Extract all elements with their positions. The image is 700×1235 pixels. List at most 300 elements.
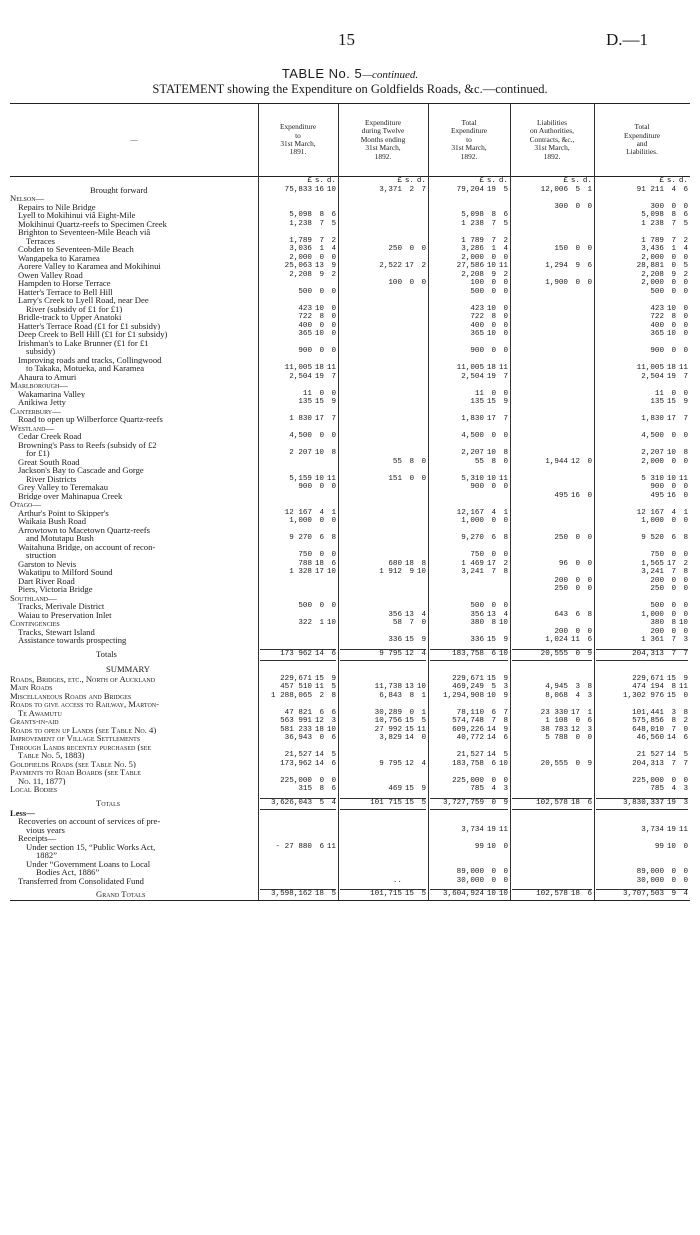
amount-cell [511, 585, 592, 594]
amount-pence: 5 [331, 683, 336, 691]
amount-cell [511, 760, 592, 769]
amount-cell [429, 432, 508, 441]
amount-pence: 0 [503, 868, 508, 876]
amount-pence: 8 [587, 683, 592, 691]
amount-pounds: 101 715 [370, 798, 402, 807]
row-label: SUMMARY [106, 663, 150, 674]
amount-pounds: 3,371 [379, 185, 402, 194]
amount-shillings: 10 [666, 304, 676, 313]
row-label: Goldfields Roads (see Table No. 5) [10, 759, 136, 768]
amount-pence: 4 [683, 245, 688, 253]
amount-shillings: 0 [491, 602, 496, 610]
amount-cell [259, 509, 336, 518]
amount-shillings: 0 [671, 347, 676, 355]
amount-shillings: 0 [671, 576, 676, 585]
amount-cell [595, 619, 688, 628]
amount-cell [259, 889, 336, 900]
amount-cell [429, 475, 508, 484]
amount-shillings: 8 [671, 313, 676, 321]
table-row [10, 577, 690, 586]
amount-pence: 11 [498, 825, 508, 834]
amount-shillings: s. [314, 177, 324, 185]
amount-cell [339, 709, 426, 718]
amount-shillings: 7 [491, 219, 496, 228]
amount-pounds: 643 [554, 610, 568, 619]
amount-shillings: 0 [671, 627, 676, 636]
table-row [10, 220, 690, 229]
amount-pounds: 574,748 [452, 717, 484, 725]
amount-pence: 8 [683, 708, 688, 717]
amount-pence: 0 [421, 245, 426, 253]
amount-pence: 9 [331, 398, 336, 406]
amount-cell [259, 390, 336, 399]
amount-pounds: 250 [650, 585, 664, 593]
amount-pence: 0 [683, 202, 688, 211]
table-row [10, 889, 690, 900]
amount-pounds: 500 [298, 602, 312, 610]
amount-pounds: 135 [470, 398, 484, 406]
amount-pence: 7 [683, 649, 688, 658]
amount-cell [429, 798, 508, 809]
amount-cell [339, 475, 426, 484]
amount-shillings [402, 877, 414, 886]
table-row [10, 768, 690, 777]
amount-shillings: 4 [671, 785, 676, 793]
amount-pounds: 2,208 [289, 270, 312, 279]
amount-shillings: 15 [314, 674, 324, 683]
amount-shillings: 0 [671, 602, 676, 610]
amount-shillings: 15 [314, 398, 324, 406]
amount-pence: 0 [331, 347, 336, 355]
amount-shillings: 0 [319, 389, 324, 398]
row-label: Great South Road [18, 457, 80, 466]
amount-cell [259, 449, 336, 458]
amount-pence: 0 [683, 876, 688, 885]
amount-shillings: 4 [671, 185, 676, 194]
amount-cell [429, 415, 508, 424]
table-row [10, 330, 690, 339]
amount-pence: 6 [683, 185, 688, 194]
amount-pounds: 9 795 [379, 759, 402, 768]
row-label: Repairs to Nile Bridge [18, 202, 96, 211]
amount-pounds: 365 [298, 330, 312, 338]
amount-pounds: 3,626,043 [270, 798, 312, 807]
amount-cell [511, 279, 592, 288]
amount-cell [429, 649, 508, 660]
amount-shillings: 14 [314, 759, 324, 768]
amount-shillings: 0 [671, 876, 676, 885]
amount-cell [429, 877, 508, 886]
amount-pence: 6 [331, 559, 336, 568]
row-label: Less— [10, 808, 35, 817]
amount-cell [595, 458, 688, 467]
amount-pence: 6 [683, 211, 688, 219]
amount-pounds: 380 [650, 619, 664, 627]
amount-shillings: 5 [575, 185, 580, 194]
amount-pence: 7 [683, 372, 688, 381]
amount-pence: 6 [331, 649, 336, 658]
amount-pence: 6 [587, 262, 592, 270]
amount-cell [595, 628, 688, 637]
amount-cell [339, 798, 426, 809]
amount-pence: 0 [587, 627, 592, 636]
amount-pence: 9 [683, 674, 688, 683]
amount-shillings: 10 [666, 330, 676, 338]
table-row [10, 700, 690, 709]
amount-cell [259, 322, 336, 331]
amount-pence: 6 [683, 734, 688, 742]
amount-pence: 11 [416, 725, 426, 734]
row-label: Brought forward [90, 185, 148, 194]
row-label: Nelson— [10, 194, 45, 203]
amount-pounds: 1,565 [641, 559, 664, 568]
amount-pence: 0 [503, 457, 508, 466]
amount-pence: 7 [331, 372, 336, 381]
table-row [10, 785, 690, 794]
amount-shillings: 0 [491, 389, 496, 398]
amount-cell [511, 560, 592, 569]
amount-cell [595, 798, 688, 809]
row-label: Waikaia Bush Road [18, 517, 87, 526]
amount-pounds: 5 310 [641, 474, 664, 483]
amount-pence: 8 [503, 449, 508, 457]
amount-cell [595, 415, 688, 424]
amount-cell [259, 798, 336, 809]
amount-pence: 10 [498, 890, 508, 898]
amount-pounds: 12 167 [284, 508, 312, 517]
amount-shillings: 0 [671, 432, 676, 440]
amount-shillings: 8 [671, 717, 676, 725]
amount-pounds: 200 [554, 627, 568, 636]
amount-shillings: 19 [666, 372, 676, 381]
amount-shillings: 0 [575, 627, 580, 636]
amount-cell [595, 534, 688, 543]
table-row [10, 364, 690, 373]
amount-shillings: 15 [666, 691, 676, 700]
amount-shillings: 8 [491, 457, 496, 466]
row-label: Assistance towards prospecting [18, 636, 127, 645]
amount-shillings: 8 [491, 619, 496, 627]
amount-shillings: 0 [319, 776, 324, 785]
amount-pounds: 900 [650, 347, 664, 355]
amount-shillings: 19 [314, 372, 324, 381]
amount-shillings: 16 [314, 185, 324, 194]
amount-pence: 11 [326, 842, 336, 851]
amount-pounds: 100 [388, 279, 402, 287]
amount-shillings: 10 [486, 262, 496, 270]
amount-cell [511, 186, 592, 195]
amount-cell [595, 432, 688, 441]
amount-pence: 0 [587, 559, 592, 568]
amount-cell [429, 760, 508, 769]
amount-cell [429, 305, 508, 314]
amount-cell [595, 734, 688, 743]
amount-pence: 6 [587, 798, 592, 807]
amount-shillings: s. [404, 177, 414, 185]
amount-pounds: 5 788 [545, 734, 568, 742]
row-label: Owen Valley Road [18, 270, 83, 279]
amount-pence: 4 [331, 245, 336, 253]
row-label: Grand Totals [96, 889, 146, 899]
amount-pounds: 5,098 [461, 211, 484, 219]
amount-pounds: 150 [554, 245, 568, 253]
amount-shillings: 10 [486, 691, 496, 700]
amount-cell [259, 186, 336, 195]
amount-cell [595, 692, 688, 701]
row-label: struction [26, 551, 57, 560]
row-label: Hatter's Terrace to Bell Hill [18, 287, 113, 296]
amount-pounds: 89,000 [456, 868, 484, 876]
amount-cell [595, 843, 688, 852]
amount-shillings: 7 [671, 568, 676, 576]
row-label: Wakatipu to Milford Sound [18, 568, 113, 577]
amount-shillings: 6 [319, 708, 324, 717]
amount-shillings: 16 [666, 491, 676, 500]
amount-shillings: 12 [314, 717, 324, 725]
amount-cell [429, 330, 508, 339]
table-row [10, 636, 690, 645]
amount-shillings: 0 [671, 610, 676, 619]
amount-pounds: 2,000 [641, 457, 664, 466]
amount-pounds: 722 [650, 313, 664, 321]
amount-pence: 5 [331, 890, 336, 898]
amount-shillings: 18 [314, 364, 324, 372]
amount-cell [511, 798, 592, 809]
amount-pounds: 40,772 [456, 734, 484, 742]
amount-cell [259, 568, 336, 577]
row-label: Grants-in-aid [10, 717, 59, 726]
amount-pence: 9 [587, 759, 592, 768]
amount-pounds: 3,241 [461, 568, 484, 576]
table-row [10, 717, 690, 726]
amount-cell [339, 649, 426, 660]
amount-pounds: 11,005 [284, 364, 312, 372]
amount-pence: 0 [421, 734, 426, 742]
amount-pounds: 336 [388, 636, 402, 644]
amount-pounds: 3,604,924 [442, 890, 484, 898]
amount-shillings: 0 [319, 483, 324, 491]
amount-shillings: 6 [491, 708, 496, 717]
amount-shillings: 0 [671, 517, 676, 525]
amount-pence: 2 [683, 559, 688, 568]
amount-pence: 0 [587, 202, 592, 211]
amount-pounds: 1,830 [461, 415, 484, 423]
amount-cell [429, 717, 508, 726]
row-label: Deep Creek to Bell Hill (£1 for £1 subsidy) [18, 330, 168, 339]
amount-pence: 9 [683, 398, 688, 406]
amount-pence: 11 [678, 825, 688, 834]
amount-pence: 9 [503, 725, 508, 734]
amount-shillings: 0 [491, 776, 496, 785]
amount-pounds: 102,578 [536, 890, 568, 898]
amount-cell [511, 683, 592, 692]
amount-pence: 5 [683, 751, 688, 759]
amount-pence: 0 [421, 457, 426, 466]
amount-shillings: 0 [491, 798, 496, 807]
amount-shillings: 19 [486, 372, 496, 381]
amount-shillings: 18 [570, 798, 580, 807]
amount-shillings: 0 [575, 585, 580, 593]
amount-cell [595, 517, 688, 526]
amount-cell [259, 692, 336, 701]
table-row [10, 500, 690, 509]
amount-pence: 0 [683, 776, 688, 785]
amount-shillings: 0 [319, 734, 324, 742]
amount-shillings: 0 [575, 649, 580, 658]
amount-cell [595, 717, 688, 726]
amount-pounds: 3,241 [641, 568, 664, 576]
amount-pounds: 11,005 [636, 364, 664, 372]
amount-cell [259, 220, 336, 229]
amount-cell [595, 785, 688, 794]
amount-cell [429, 734, 508, 743]
amount-pence: 8 [683, 568, 688, 576]
amount-shillings: 4 [671, 508, 676, 517]
rule-segment [260, 660, 336, 661]
table-row [10, 398, 690, 407]
amount-shillings: 0 [671, 321, 676, 330]
amount-pence: 11 [678, 364, 688, 372]
amount-pence: 10 [326, 725, 336, 734]
amount-pounds: 229,671 [632, 674, 664, 683]
amount-pence: 0 [331, 313, 336, 321]
amount-cell [339, 877, 426, 886]
amount-pounds: 47 821 [284, 708, 312, 717]
amount-shillings: 7 [409, 619, 414, 627]
amount-cell [259, 517, 336, 526]
table-row [10, 475, 690, 484]
amount-shillings: 15 [486, 636, 496, 644]
amount-shillings: 0 [671, 868, 676, 876]
amount-pence: 11 [498, 364, 508, 372]
amount-pence: 0 [503, 776, 508, 785]
header-total-expenditure-1892: Total Expenditure to 31st March, 1892. [450, 117, 488, 161]
amount-pounds: 12,167 [456, 508, 484, 517]
amount-pounds: 4,500 [461, 432, 484, 440]
amount-pence: 0 [683, 304, 688, 313]
amount-cell [429, 271, 508, 280]
amount-pence: 0 [421, 279, 426, 287]
amount-cell [595, 211, 688, 220]
amount-pence: 6 [587, 636, 592, 644]
amount-pounds: 30,000 [456, 876, 484, 885]
amount-pence: 2 [683, 270, 688, 279]
amount-shillings: 0 [575, 245, 580, 253]
amount-cell [339, 692, 426, 701]
amount-shillings: 8 [491, 211, 496, 219]
amount-pence: 0 [503, 313, 508, 321]
table-row [10, 458, 690, 467]
amount-pounds: 785 [470, 785, 484, 793]
amount-cell [339, 186, 426, 195]
amount-cell [429, 602, 508, 611]
row-label: Bodies Act, 1886” [36, 868, 100, 877]
table-row [10, 692, 690, 701]
rule-segment [340, 660, 426, 661]
amount-pence: 6 [331, 734, 336, 742]
amount-pence: 0 [683, 279, 688, 287]
amount-pounds: 204,313 [632, 759, 664, 768]
amount-pence: 0 [683, 491, 688, 500]
amount-shillings: 14 [486, 734, 496, 742]
amount-pounds: 900 [470, 483, 484, 491]
amount-cell [595, 585, 688, 594]
amount-pounds: 229,671 [280, 674, 312, 683]
amount-shillings: 4 [575, 691, 580, 700]
amount-cell [339, 683, 426, 692]
amount-pounds: 3,727,759 [442, 798, 484, 807]
row-label: Lyell to Mokihinui viâ Eight-Mile [18, 211, 136, 220]
row-label: Canterbury— [10, 406, 61, 415]
row-label: Wakamarina Valley [18, 389, 86, 398]
amount-pence: 8 [421, 559, 426, 568]
amount-pounds: 3,707,503 [622, 890, 664, 898]
amount-shillings: 17 [314, 415, 324, 423]
amount-cell [595, 877, 688, 886]
amount-shillings: 15 [404, 798, 414, 807]
amount-pounds: 100 [470, 279, 484, 287]
amount-pounds: 1 288,065 [270, 691, 312, 700]
amount-pounds: 1 108 [545, 717, 568, 725]
amount-pence: 2 [503, 270, 508, 279]
amount-pounds: 102,578 [536, 798, 568, 807]
amount-pence: 11 [326, 364, 336, 372]
amount-pence: 5 [503, 751, 508, 759]
amount-shillings: 17 [666, 415, 676, 423]
amount-shillings: 15 [404, 785, 414, 793]
amount-cell [511, 492, 592, 501]
amount-cell [259, 619, 336, 628]
column-divider [428, 104, 429, 900]
amount-cell [429, 364, 508, 373]
amount-pounds: 2,207 [641, 449, 664, 457]
row-label: Miscellaneous Roads and Bridges [10, 691, 132, 700]
amount-shillings: 0 [319, 321, 324, 330]
amount-shillings: 7 [319, 236, 324, 245]
table-row [10, 809, 690, 818]
amount-pounds: 3,286 [461, 245, 484, 253]
amount-pence: 9 [503, 398, 508, 406]
amount-shillings: 18 [570, 890, 580, 898]
amount-pence: 0 [331, 602, 336, 610]
row-label: Bridle-track to Upper Anatoki [18, 313, 122, 322]
amount-pence: 0 [331, 483, 336, 491]
amount-pounds: .. [392, 876, 402, 885]
table-row [10, 305, 690, 314]
table-row [10, 543, 690, 552]
amount-shillings: 1 [319, 619, 324, 627]
amount-shillings: 2 [319, 691, 324, 700]
amount-pounds: 28,881 [636, 262, 664, 270]
row-label: Mokihinui Quartz-reefs to Specimen Creek [18, 219, 167, 228]
amount-pounds: 474 194 [632, 683, 664, 691]
table-row [10, 675, 690, 684]
amount-shillings: 15 [486, 674, 496, 683]
amount-cell [429, 785, 508, 794]
row-label: Garston to Nevis [18, 559, 77, 568]
amount-shillings: 7 [671, 725, 676, 734]
amount-shillings: 0 [491, 347, 496, 355]
amount-pounds: 200 [650, 627, 664, 636]
amount-pounds: 1,294 [545, 262, 568, 270]
amount-shillings: 15 [404, 636, 414, 644]
amount-pounds: 10,756 [374, 717, 402, 725]
amount-pounds: 300 [554, 202, 568, 211]
amount-cell [259, 560, 336, 569]
amount-cell [259, 751, 336, 760]
amount-pounds: 1,000 [641, 610, 664, 619]
amount-pence: d. [678, 177, 688, 185]
